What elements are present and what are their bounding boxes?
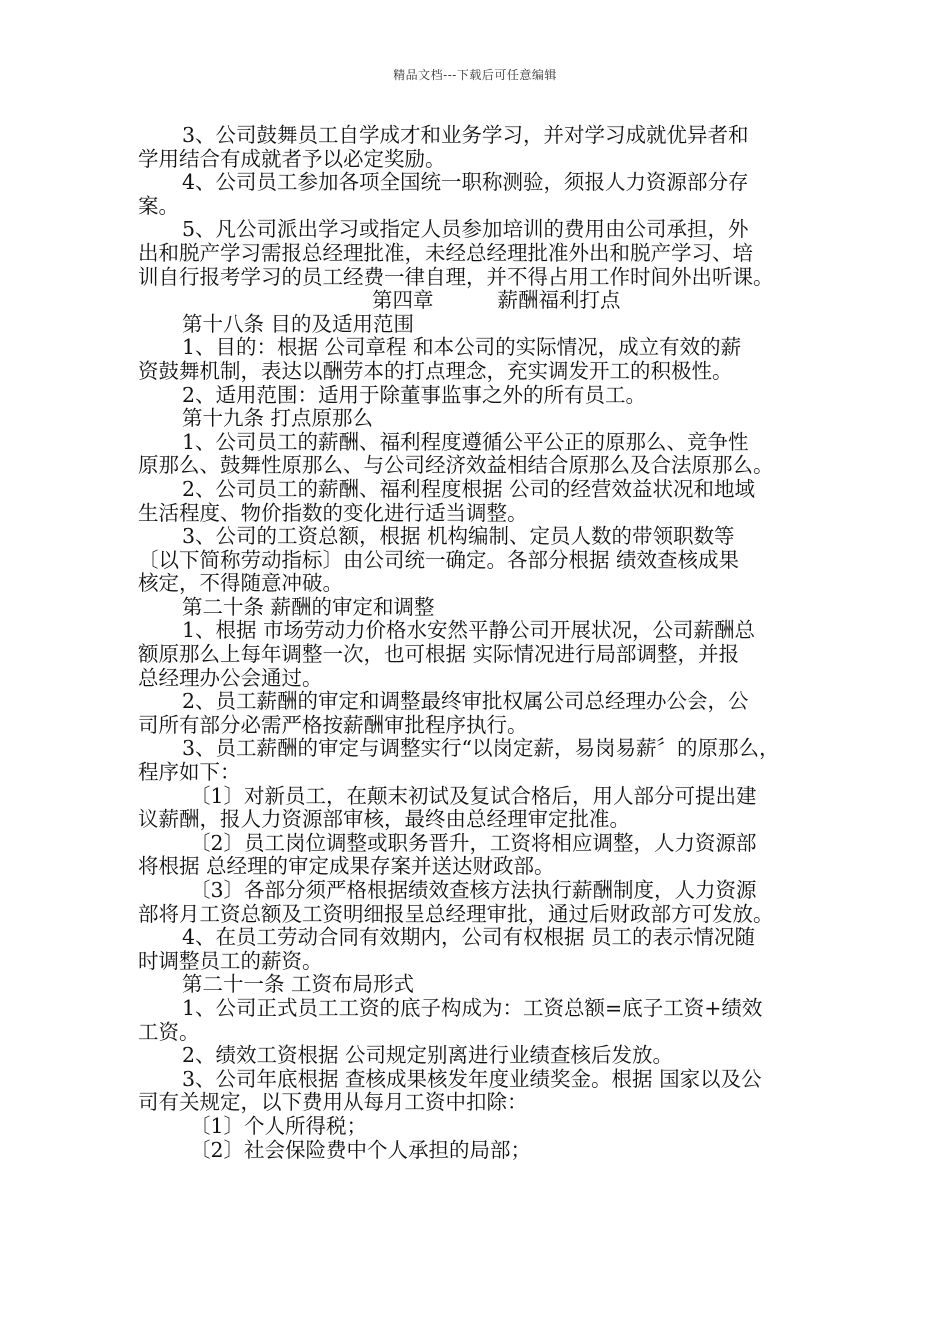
chapter-heading xyxy=(138,289,828,313)
paragraph-line: 部将月工资总额及工资明细报呈总经理审批，通过后财政部方可发放。 xyxy=(138,901,774,926)
paragraph-line: 核定，不得随意冲破。 xyxy=(138,571,343,596)
list-item-line: 〔2〕员工岗位调整或职务晋升，工资将相应调整，人力资源部 xyxy=(190,830,757,855)
paragraph-line: 1、目的：根据 公司章程 和本公司的实际情况，成立有效的薪 xyxy=(182,335,742,360)
paragraph-line: 2、绩效工资根据 公司规定别离进行业绩查核后发放。 xyxy=(182,1043,674,1068)
page-header: 精品文档---下载后可任意编辑 xyxy=(393,68,557,82)
list-item-line: 〔1〕个人所得税； xyxy=(190,1113,368,1138)
list-item-line: 〔1〕对新员工，在颠末初试及复试合格后，用人部分可提出建 xyxy=(190,783,757,808)
paragraph-line: 学用结合有成就者予以必定奖励。 xyxy=(138,146,446,171)
paragraph-line: 出和脱产学习需报总经理批准，未经总经理批准外出和脱产学习、培 xyxy=(138,240,753,265)
paragraph-line: 将根据 总经理的审定成果存案并送达财政部。 xyxy=(138,854,555,879)
chapter-title: 薪酬福利打点 xyxy=(497,288,621,313)
article-heading: 第二十一条 工资布局形式 xyxy=(182,972,415,997)
document-body xyxy=(138,124,828,1162)
paragraph-line: 司所有部分必需严格按薪酬审批程序执行。 xyxy=(138,712,528,737)
paragraph-line: 5、凡公司派出学习或指定人员参加培训的费用由公司承担，外 xyxy=(182,217,749,242)
list-item-line: 〔2〕社会保险费中个人承担的局部； xyxy=(190,1137,532,1162)
paragraph-line: 4、在员工劳动合同有效期内，公司有权根据 员工的表示情况随 xyxy=(182,925,756,950)
paragraph-line: 1、公司员工的薪酬、福利程度遵循公平公正的原那么、竞争性 xyxy=(182,429,749,454)
paragraph-line: 资鼓舞机制，表达以酬劳本的打点理念，充实调发开工的积极性。 xyxy=(138,358,733,383)
article-heading: 第十八条 目的及适用范围 xyxy=(182,311,415,336)
paragraph-line: 4、公司员工参加各项全国统一职称测验，须报人力资源部分存 xyxy=(182,170,749,195)
paragraph-line: 案。 xyxy=(138,193,179,218)
paragraph-line: 1、公司正式员工工资的底子构成为：工资总额=底子工资+绩效 xyxy=(182,995,763,1020)
paragraph-line: 工资。 xyxy=(138,1019,200,1044)
paragraph-line: 〔以下简称劳动指标〕由公司统一确定。各部分根据 绩效查核成果 xyxy=(138,547,740,572)
paragraph-line: 额原那么上每年调整一次，也可根据 实际情况进行局部调整，并报 xyxy=(138,642,740,667)
paragraph-line: 1、根据 市场劳动力价格水安然平静公司开展状况，公司薪酬总 xyxy=(182,618,756,643)
paragraph-line: 3、公司年底根据 查核成果核发年度业绩奖金。根据 国家以及公 xyxy=(182,1066,762,1091)
paragraph-line: 议薪酬，报人力资源部审核，最终由总经理审定批准。 xyxy=(138,807,630,832)
paragraph-line: 2、员工薪酬的审定和调整最终审批权属公司总经理办公会，公 xyxy=(182,689,749,714)
paragraph-line: 3、员工薪酬的审定与调整实行“以岗定薪，易岗易薪〞的原那么， xyxy=(182,736,780,761)
article-heading: 第十九条 打点原那么 xyxy=(182,406,374,431)
paragraph-line: 时调整员工的薪资。 xyxy=(138,948,323,973)
paragraph-line: 生活程度、物价指数的变化进行适当调整。 xyxy=(138,500,528,525)
paragraph-line: 司有关规定，以下费用从每月工资中扣除： xyxy=(138,1090,528,1115)
paragraph-line: 总经理办公会通过。 xyxy=(138,665,323,690)
paragraph-line: 3、公司鼓舞员工自学成才和业务学习，并对学习成就优异者和 xyxy=(182,123,749,147)
paragraph-line: 3、公司的工资总额，根据 机构编制、定员人数的带领职数等 xyxy=(182,524,735,549)
paragraph-line: 训自行报考学习的员工经费一律自理，并不得占用工作时间外出听课。 xyxy=(138,264,774,289)
chapter-number: 第四章 xyxy=(372,288,434,313)
article-heading: 第二十条 薪酬的审定和调整 xyxy=(182,594,435,619)
paragraph-line: 程序如下： xyxy=(138,760,241,785)
paragraph-line: 2、公司员工的薪酬、福利程度根据 公司的经营效益状况和地域 xyxy=(182,476,756,501)
list-item-line: 〔3〕各部分须严格根据绩效查核方法执行薪酬制度，人力资源 xyxy=(190,878,757,902)
paragraph-line: 2、适用范围：适用于除董事监事之外的所有员工。 xyxy=(182,382,647,407)
paragraph-line: 原那么、鼓舞性原那么、与公司经济效益相结合原那么及合法原那么。 xyxy=(138,453,774,478)
